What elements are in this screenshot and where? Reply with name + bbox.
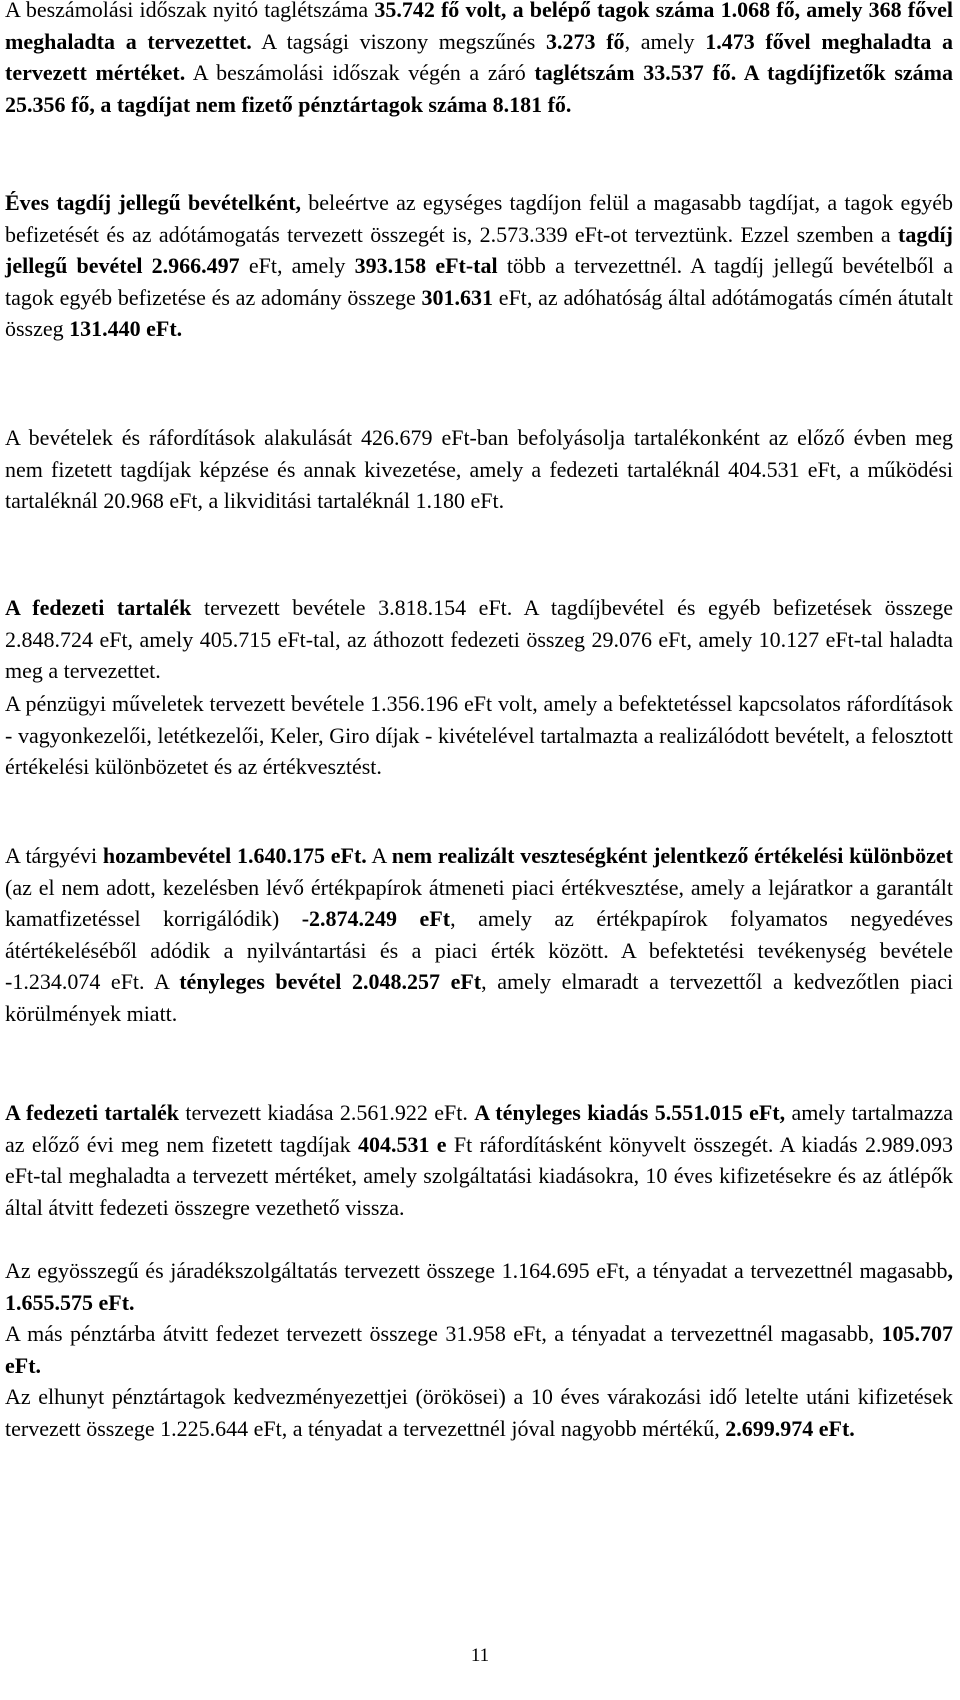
text-run: , amely [624,28,706,54]
paragraph-coverage-reserve-income [5,592,953,687]
bold-text-run: 105.707 eFt. [5,1321,953,1378]
paragraph-unpaid-fees-effect [5,422,953,517]
paragraph-membership-fee-income [5,187,953,345]
text-run: A beszámolási időszak nyitó taglétszáma [5,0,375,22]
bold-text-run: 131.440 eFt. [69,316,183,341]
paragraph-transferred-coverage [5,1318,953,1381]
text-run: Az egyösszegű és járadékszolgáltatás tervezett összege 1.164.695 eFt, a tényadat a tervezettnél magasabb [5,1258,948,1283]
text-run: A tárgyévi [5,843,103,868]
text-run: eFt, az adóhatóság által adótámogatás címén átutalt összeg [5,284,953,341]
bold-text-run: -2.874.249 eFt [301,906,451,931]
bold-text-run: A fedezeti tartalék [5,595,192,620]
bold-text-run: tagdíj jellegű bevétel 2.966.497 [5,221,953,278]
paragraph-membership [5,0,953,120]
bold-text-run: hozambevétel 1.640.175 eFt. [102,843,367,868]
paragraph-financial-operations [5,688,953,783]
bold-text-run: Éves tagdíj jellegű bevételként, [5,190,302,215]
text-run: A bevételek és ráfordítások alakulását 426.679 eFt-ban befolyásolja tartalékonként az előző évben meg nem fizetett tagdíjak képzése és annak kivezetése, amely a fedezeti tartaléknál 404.531 eFt, a működési tartaléknál 20.968 eFt, a likviditási tartaléknál 1.180 eFt. [5,425,953,513]
text-run: Ft ráfordításként könyvelt összegét. A kiadás 2.989.093 eFt-tal meghaladta a tervezett mértéket, amely szolgáltatási kiadásokra, 10 éves kifizetésekre és az átlépők által átvitt fedezeti összegre vezethető vissza. [5,1131,953,1220]
bold-text-run: 3.273 fő [546,28,625,54]
bold-text-run: taglétszám 33.537 fő. A tagdíjfizetők száma 25.356 fő, a tagdíjat nem fizető pénztártagok száma 8.181 fő. [5,60,953,117]
text-run: beleértve az egységes tagdíjon felül a magasabb tagdíjat, a tagok egyéb befizetését és az adótámogatás tervezett összegét is, 2.573.339 eFt-ot terveztünk. Ezzel szemben a [5,190,953,247]
text-run: amely tartalmazza az előző évi meg nem fizetett tagdíjak [5,1100,953,1157]
bold-text-run: A tényleges kiadás 5.551.015 eFt, [474,1100,786,1125]
text-run: A pénzügyi műveletek tervezett bevétele 1.356.196 eFt volt, amely a befektetéssel kapcsolatos ráfordítások - vagyonkezelői, letétkezelői, Keler, Giro díjak - kivételével tartalmazta a realizálódott bevételt, a felosztott értékelési különbözetet és az értékvesztést. [5,691,953,779]
text-run: A beszámolási időszak végén a záró [185,60,535,85]
text-run: , amely az értékpapírok folyamatos negyedéves átértékeléséből adódik a nyilvántartási és a piaci érték között. A befektetési tevékenység bevétele -1.234.074 eFt. A [5,906,953,994]
bold-text-run: 2.699.974 eFt. [725,1415,855,1441]
text-run: A más pénztárba átvitt fedezet tervezett összege 31.958 eFt, a tényadat a tervezettnél magasabb, [5,1321,882,1346]
text-run: (az el nem adott, kezelésben lévő értékpapírok átmeneti piaci értékvesztése, amely a lejáratkor a garantált kamatfizetéssel korrigálódik) [5,874,953,931]
bold-text-run: nem realizált veszteségként jelentkező értékelési különbözet [391,843,953,868]
text-run: több a tervezettnél. A tagdíj jellegű bevételből a tagok egyéb befizetése és az adomány összege [5,253,953,310]
page-number: 11 [470,1645,490,1666]
text-run: tervezett kiadása 2.561.922 eFt. [179,1100,475,1125]
text-run: A tagsági viszony megszűnés [251,28,547,54]
bold-text-run: 35.742 fő volt, a belépő tagok száma 1.068 fő, amely 368 fővel meghaladta a tervezettet. [5,0,953,54]
bold-text-run: 301.631 [421,284,494,310]
paragraph-lump-sum-services [5,1255,953,1318]
bold-text-run: tényleges bevétel 2.048.257 eFt [179,969,482,994]
text-run: Az elhunyt pénztártagok kedvezményezettjei (örökösei) a 10 éves várakozási idő letelte utáni kifizetések tervezett összege 1.225.644 eFt, a tényadat a tervezettnél jóval nagyobb mértékű, [5,1384,953,1441]
bold-text-run: 1.473 fővel meghaladta a tervezett mértéket. [5,28,954,85]
paragraph-yield-income [5,840,953,1029]
bold-text-run: A fedezeti tartalék [5,1100,180,1125]
bold-text-run: 393.158 eFt-tal [354,253,498,278]
text-run: eFt, amely [239,253,355,278]
bold-text-run: 404.531 e [357,1131,447,1157]
text-run: A [366,843,392,868]
paragraph-coverage-reserve-expenditure [5,1097,953,1223]
text-run: , amely elmaradt a tervezettől a kedvezőtlen piaci körülmények miatt. [5,969,953,1026]
bold-text-run: , 1.655.575 eFt. [5,1258,953,1315]
paragraph-beneficiary-payments [5,1381,953,1444]
text-run: tervezett bevétele 3.818.154 eFt. A tagdíjbevétel és egyéb befizetések összege 2.848.724 eFt, amely 405.715 eFt-tal, az áthozott fedezeti összeg 29.076 eFt, amely 10.127 eFt-tal haladta meg a tervezettet. [5,595,954,683]
